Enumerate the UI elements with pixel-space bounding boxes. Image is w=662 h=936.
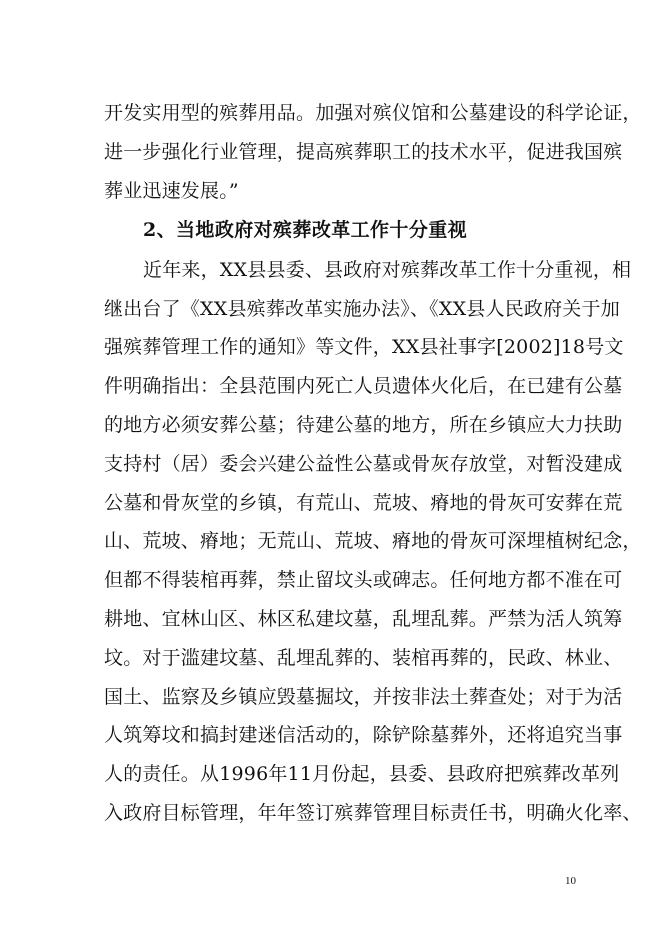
page-number: 10: [565, 875, 576, 887]
paragraph-line: 入政府目标管理，年年签订殡葬管理目标责任书，明确火化率、: [104, 802, 642, 824]
paragraph-line: 坟。对于滥建坟墓、乱埋乱葬的、装棺再葬的，民政、林业、: [104, 647, 623, 669]
paragraph-line: 国土、监察及乡镇应毁墓掘坟，并按非法土葬查处；对于为活: [104, 686, 623, 708]
paragraph-line: 葬业迅速发展。”: [104, 180, 239, 202]
paragraph-line: 支持村（居）委会兴建公益性公墓或骨灰存放堂，对暂没建成: [104, 453, 623, 475]
paragraph-line: 人筑筹坟和搞封建迷信活动的，除铲除墓葬外，还将追究当事: [104, 724, 623, 746]
paragraph-line: 公墓和骨灰堂的乡镇，有荒山、荒坡、瘠地的骨灰可安葬在荒: [104, 492, 623, 514]
paragraph-line: 进一步强化行业管理，提高殡葬职工的技术水平，促进我国殡: [104, 141, 623, 163]
paragraph-line: 开发实用型的殡葬用品。加强对殡仪馆和公墓建设的科学论证，: [104, 102, 642, 124]
paragraph-line: 件明确指出：全县范围内死亡人员遗体火化后，在已建有公墓: [104, 375, 623, 397]
paragraph-line: 近年来，XX县县委、县政府对殡葬改革工作十分重视，相: [143, 259, 632, 281]
paragraph-line: 的地方必须安葬公墓；待建公墓的地方，所在乡镇应大力扶助: [104, 414, 623, 436]
paragraph-line: 但都不得装棺再葬，禁止留坟头或碑志。任何地方都不准在可: [104, 569, 623, 591]
paragraph-line: 山、荒坡、瘠地；无荒山、荒坡、瘠地的骨灰可深埋植树纪念，: [104, 530, 642, 552]
paragraph-line: 耕地、宜林山区、林区私建坟墓，乱埋乱葬。严禁为活人筑筹: [104, 608, 623, 630]
section-heading: 2、当地政府对殡葬改革工作十分重视: [143, 219, 468, 241]
paragraph-line: 强殡葬管理工作的通知》等文件，XX县社事字[2002]18号文: [104, 336, 624, 358]
paragraph-line: 继出台了《XX县殡葬改革实施办法》、《XX县人民政府关于加: [104, 298, 620, 320]
paragraph-line: 人的责任。从1996年11月份起，县委、县政府把殡葬改革列: [104, 763, 620, 785]
